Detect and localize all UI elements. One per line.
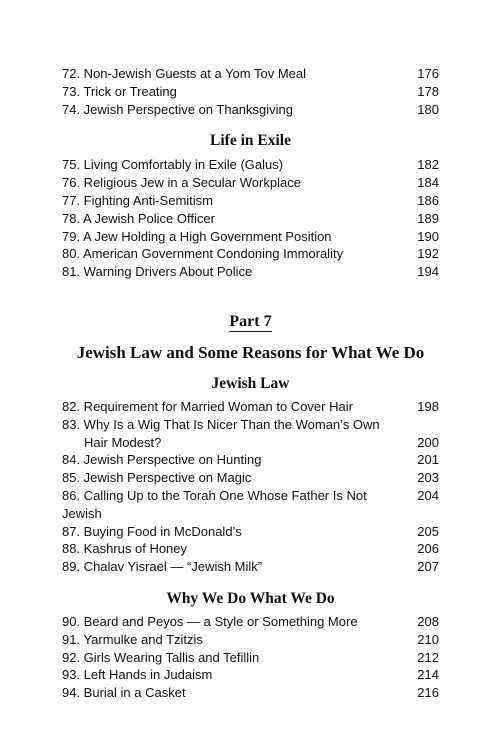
entry-page-number: 176 bbox=[417, 66, 439, 81]
entry-page-number: 204 bbox=[417, 487, 439, 503]
entry-title-line2: Hair Modest? bbox=[84, 434, 162, 450]
entry-page-number: 208 bbox=[417, 613, 439, 629]
toc-entry[interactable] bbox=[62, 649, 439, 667]
toc-entry[interactable] bbox=[62, 558, 439, 576]
toc-entry[interactable] bbox=[62, 487, 439, 523]
entry-title: 91. Yarmulke and Tzitzis bbox=[62, 631, 203, 647]
section-heading-why-we-do: Why We Do What We Do bbox=[166, 589, 335, 607]
entry-title: 77. Fighting Anti-Semitism bbox=[62, 192, 214, 208]
section-heading-jewish-law: Jewish Law bbox=[211, 374, 290, 392]
part-label-text: Part 7 bbox=[229, 312, 272, 330]
entry-title-line1: 83. Why Is a Wig That Is Nicer Than the Woman’s Own bbox=[62, 416, 380, 432]
entry-title: 84. Jewish Perspective on Hunting bbox=[62, 452, 262, 468]
toc-entry[interactable] bbox=[62, 613, 439, 631]
toc-entry[interactable] bbox=[62, 263, 439, 281]
entry-page-number: 180 bbox=[417, 101, 439, 117]
toc-entry[interactable] bbox=[62, 523, 439, 541]
entry-title: 74. Jewish Perspective on Thanksgiving bbox=[62, 101, 293, 117]
entry-page-number: 186 bbox=[417, 192, 439, 208]
section-heading-life-in-exile: Life in Exile bbox=[210, 132, 291, 150]
toc-entry[interactable] bbox=[62, 666, 439, 684]
entry-title: 93. Left Hands in Judaism bbox=[62, 667, 213, 683]
entry-page-number: 194 bbox=[417, 264, 439, 280]
entry-title: 94. Burial in a Casket bbox=[62, 685, 186, 701]
entry-page-number: 207 bbox=[417, 559, 439, 575]
table-of-contents bbox=[62, 65, 439, 702]
toc-entry[interactable] bbox=[62, 245, 439, 263]
toc-entry[interactable] bbox=[62, 65, 439, 83]
entry-page-number: 190 bbox=[417, 228, 439, 244]
entry-page-number: 184 bbox=[417, 175, 439, 191]
toc-entry[interactable] bbox=[62, 684, 439, 702]
entry-title: 85. Jewish Perspective on Magic bbox=[62, 470, 252, 486]
entry-title: 79. A Jew Holding a High Government Position bbox=[62, 228, 332, 244]
entry-page-number: 203 bbox=[417, 470, 439, 486]
toc-entry[interactable] bbox=[62, 451, 439, 469]
entry-page-number: 206 bbox=[417, 541, 439, 557]
entry-title: 87. Buying Food in McDonald’s bbox=[62, 523, 242, 539]
entry-title: 78. A Jewish Police Officer bbox=[62, 210, 215, 226]
entry-title: 80. American Government Condoning Immorality bbox=[62, 246, 344, 262]
entry-title: 90. Beard and Peyos — a Style or Something More bbox=[62, 613, 358, 629]
entry-title: 73. Trick or Treating bbox=[62, 83, 177, 99]
toc-entry[interactable] bbox=[62, 156, 439, 174]
entry-title: 92. Girls Wearing Tallis and Tefillin bbox=[62, 649, 260, 665]
entry-page-number: 214 bbox=[417, 667, 439, 683]
toc-entry-multiline[interactable] bbox=[62, 416, 439, 452]
toc-entry[interactable] bbox=[62, 631, 439, 649]
entry-title: 81. Warning Drivers About Police bbox=[62, 264, 253, 280]
entry-page-number: 182 bbox=[417, 157, 439, 173]
part-label bbox=[62, 313, 439, 331]
entry-title: 89. Chalav Yisrael — “Jewish Milk” bbox=[62, 559, 263, 575]
toc-entry[interactable] bbox=[62, 101, 439, 119]
entry-page-number: 201 bbox=[417, 452, 439, 468]
entry-page-number: 200 bbox=[417, 434, 439, 450]
entry-title: 86. Calling Up to the Torah One Whose Father Is Not Jewish bbox=[62, 487, 367, 521]
toc-entry[interactable] bbox=[62, 469, 439, 487]
entry-page-number: 210 bbox=[417, 631, 439, 647]
toc-entry[interactable] bbox=[62, 192, 439, 210]
entry-page-number: 212 bbox=[417, 649, 439, 665]
entry-page-number: 189 bbox=[417, 210, 439, 226]
entry-page-number: 192 bbox=[417, 246, 439, 262]
toc-entry[interactable] bbox=[62, 540, 439, 558]
entry-page-number: 205 bbox=[417, 523, 439, 539]
toc-entry[interactable] bbox=[62, 398, 439, 416]
toc-entry[interactable] bbox=[62, 210, 439, 228]
part-title: Jewish Law and Some Reasons for What We Do bbox=[76, 342, 425, 362]
entry-title: 75. Living Comfortably in Exile (Galus) bbox=[62, 157, 284, 173]
toc-entry[interactable] bbox=[62, 83, 439, 101]
entry-title: 88. Kashrus of Honey bbox=[62, 541, 188, 557]
entry-title: 76. Religious Jew in a Secular Workplace bbox=[62, 175, 301, 191]
entry-title: 72. Non-Jewish Guests at a Yom Tov Meal bbox=[62, 66, 306, 81]
entry-page-number: 216 bbox=[417, 685, 439, 701]
toc-entry[interactable] bbox=[62, 228, 439, 246]
toc-entry[interactable] bbox=[62, 174, 439, 192]
entry-title: 82. Requirement for Married Woman to Cover Hair bbox=[62, 398, 353, 414]
entry-page-number: 178 bbox=[417, 83, 439, 99]
entry-page-number: 198 bbox=[417, 398, 439, 414]
